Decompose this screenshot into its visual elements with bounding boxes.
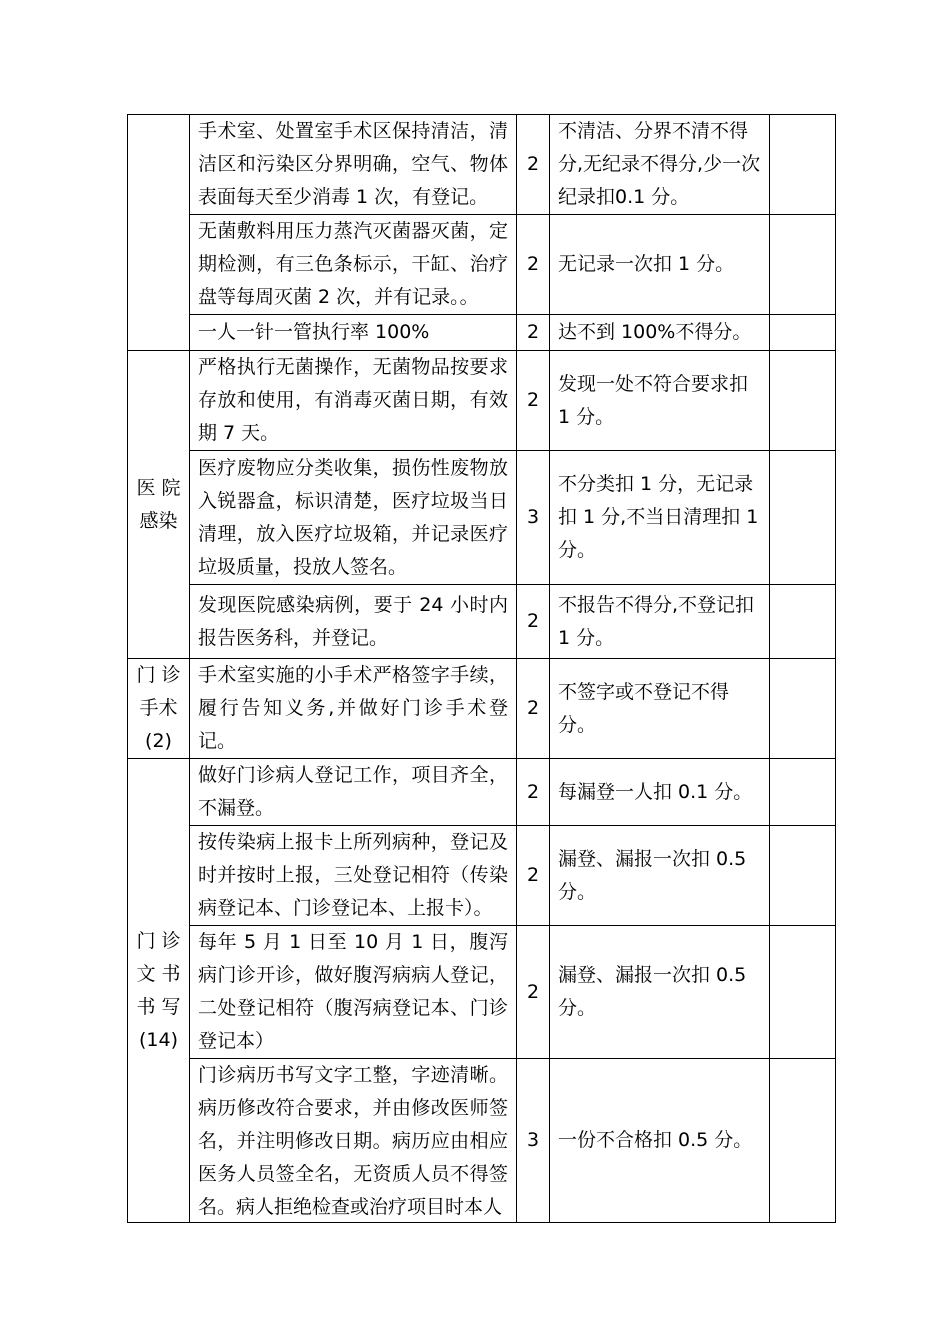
score-cell: 2 [517, 826, 550, 926]
category-label: 医 院 [136, 476, 181, 499]
score-cell: 2 [517, 585, 550, 659]
category-label: 文 书 [136, 962, 181, 985]
category-label: 门 诊 [136, 664, 181, 686]
score-cell: 2 [517, 115, 550, 215]
category-cell [128, 759, 190, 1223]
table-row [128, 926, 836, 1059]
standard-cell: 发现医院感染病例，要于 24 小时内报告医务科，并登记。 [190, 585, 517, 659]
table-row [128, 315, 836, 351]
category-label: (2) [145, 730, 172, 752]
criteria-cell: 漏登、漏报一次扣 0.5 分。 [550, 826, 770, 926]
score-cell: 3 [517, 451, 550, 585]
standard-cell: 按传染病上报卡上所列病种，登记及时并按时上报，三处登记相符（传染病登记本、门诊登记本、上报卡）。 [190, 826, 517, 926]
criteria-cell: 达不到 100%不得分。 [550, 315, 770, 351]
deduction-cell [770, 926, 836, 1059]
standard-cell: 每年 5 月 1 日至 10 月 1 日，腹泻病门诊开诊，做好腹泻病病人登记，二处登记相符（腹泻病登记本、门诊登记本） [190, 926, 517, 1059]
deduction-cell [770, 1059, 836, 1223]
score-cell: 3 [517, 1059, 550, 1223]
deduction-cell [770, 315, 836, 351]
criteria-cell: 漏登、漏报一次扣 0.5 分。 [550, 926, 770, 1059]
table-row [128, 451, 836, 585]
standard-cell: 手术室、处置室手术区保持清洁，清洁区和污染区分界明确，空气、物体表面每天至少消毒 1 次，有登记。 [190, 115, 517, 215]
category-label: 门 诊 [136, 929, 181, 952]
score-cell: 2 [517, 215, 550, 315]
standard-cell: 手术室实施的小手术严格签字手续，履行告知义务,并做好门诊手术登记。 [190, 659, 517, 759]
table-row [128, 351, 836, 451]
deduction-cell [770, 451, 836, 585]
criteria-cell: 不分类扣 1 分，无记录扣 1 分,不当日清理扣 1 分。 [550, 451, 770, 585]
category-label: 手术 [139, 697, 178, 719]
standard-cell: 做好门诊病人登记工作，项目齐全，不漏登。 [190, 759, 517, 826]
criteria-cell: 不报告不得分,不登记扣 1 分。 [550, 585, 770, 659]
deduction-cell [770, 351, 836, 451]
scoring-table-body [128, 115, 836, 1223]
table-row [128, 585, 836, 659]
score-cell: 2 [517, 351, 550, 451]
score-cell: 2 [517, 659, 550, 759]
score-cell: 2 [517, 926, 550, 1059]
table-row [128, 1059, 836, 1223]
category-label: 书 写 [136, 995, 181, 1018]
standard-cell: 严格执行无菌操作，无菌物品按要求存放和使用，有消毒灭菌日期，有效期 7 天。 [190, 351, 517, 451]
criteria-cell: 一份不合格扣 0.5 分。 [550, 1059, 770, 1223]
deduction-cell [770, 826, 836, 926]
deduction-cell [770, 115, 836, 215]
deduction-cell [770, 585, 836, 659]
standard-cell: 一人一针一管执行率 100% [190, 315, 517, 351]
table-row [128, 759, 836, 826]
category-label: 感染 [139, 509, 178, 532]
criteria-cell: 每漏登一人扣 0.1 分。 [550, 759, 770, 826]
standard-cell [190, 1059, 517, 1223]
standard-cell: 医疗废物应分类收集，损伤性废物放入锐器盒，标识清楚，医疗垃圾当日清理，放入医疗垃圾箱，并记录医疗垃圾质量，投放人签名。 [190, 451, 517, 585]
standard-text: 门诊病历书写文字工整，字迹清晰。病历修改符合要求，并由修改医师签名，并注明修改日期。病历应由相应医务人员签全名，无资质人员不得签名。病人拒绝检查或治疗项目时本人 [198, 1064, 508, 1218]
deduction-cell [770, 659, 836, 759]
table-row [128, 826, 836, 926]
score-cell: 2 [517, 759, 550, 826]
score-cell: 2 [517, 315, 550, 351]
table-row [128, 659, 836, 759]
category-cell [128, 659, 190, 759]
table-row [128, 215, 836, 315]
category-cell [128, 351, 190, 659]
standard-cell: 无菌敷料用压力蒸汽灭菌器灭菌，定期检测，有三色条标示，干缸、治疗盘等每周灭菌 2 次，并有记录。。 [190, 215, 517, 315]
scoring-table [127, 114, 836, 1223]
category-label: (14) [138, 1028, 178, 1051]
criteria-cell: 不签字或不登记不得分。 [550, 659, 770, 759]
deduction-cell [770, 759, 836, 826]
category-cell [128, 115, 190, 351]
deduction-cell [770, 215, 836, 315]
criteria-cell: 无记录一次扣 1 分。 [550, 215, 770, 315]
criteria-cell: 发现一处不符合要求扣 1 分。 [550, 351, 770, 451]
table-row [128, 115, 836, 215]
criteria-cell: 不清洁、分界不清不得分,无纪录不得分,少一次纪录扣0.1 分。 [550, 115, 770, 215]
